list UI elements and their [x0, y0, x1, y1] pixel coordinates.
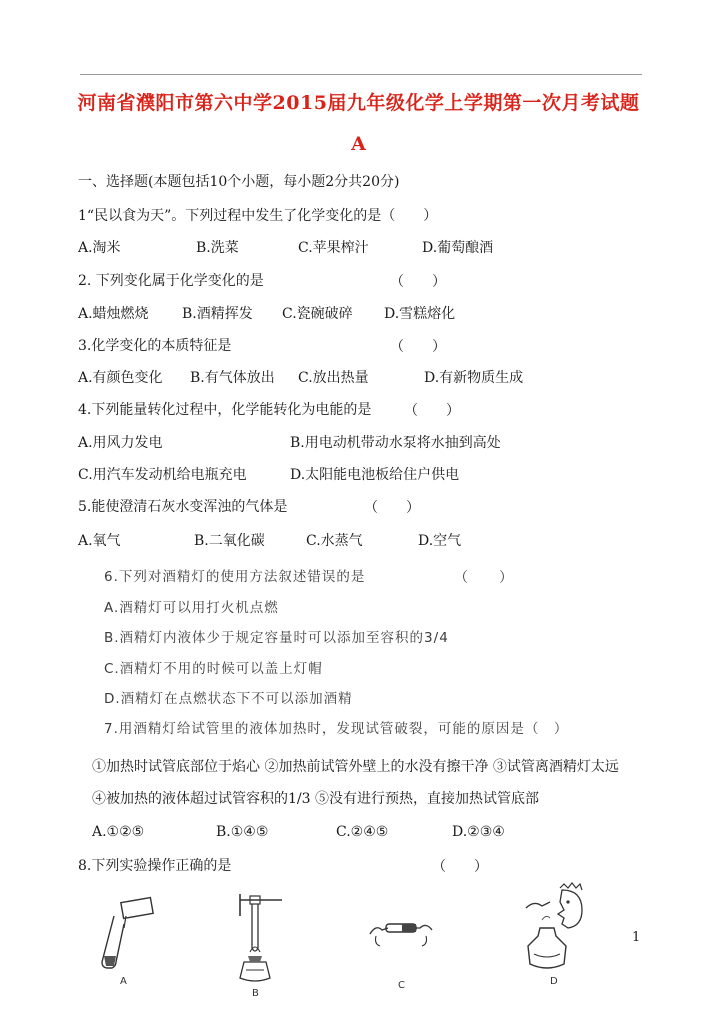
figure-a-label: A	[120, 976, 127, 987]
question-6-option-c: C.酒精灯不用的时候可以盖上灯帽	[104, 661, 323, 677]
question-4-option-c: C.用汽车发动机给电瓶充电	[78, 467, 247, 483]
question-1-option-b: B.洗菜	[196, 240, 239, 256]
question-1-stem: 1“民以食为天”。下列过程中发生了化学变化的是（ ）	[78, 208, 438, 224]
section-heading: 一、选择题(本题包括10个小题，每小题2分共20分)	[78, 174, 400, 190]
figure-c-tube-icon	[366, 908, 436, 952]
page-title-suffix: A	[351, 133, 366, 155]
question-3-option-a: A.有颜色变化	[78, 370, 163, 386]
figure-b-label: B	[252, 988, 259, 999]
question-5-paren: （ ）	[364, 500, 420, 516]
question-2-stem: 2. 下列变化属于化学变化的是	[78, 273, 264, 289]
question-2-option-c: C.瓷碗破碎	[282, 306, 353, 322]
question-6-option-d: D.酒精灯在点燃状态下不可以添加酒精	[104, 691, 353, 707]
question-7-stem: 7.用酒精灯给试管里的液体加热时，发现试管破裂，可能的原因是（ ）	[104, 721, 569, 737]
page-number: 1	[632, 930, 641, 945]
question-2-option-d: D.雪糕熔化	[384, 306, 456, 322]
question-3-paren: （ ）	[390, 339, 446, 355]
question-7-note-1: ①加热时试管底部位于焰心 ②加热前试管外壁上的水没有擦干净 ③试管离酒精灯太远	[92, 759, 619, 775]
question-4-option-d: D.太阳能电池板给住户供电	[290, 467, 460, 483]
figure-d-smelling-icon	[520, 880, 590, 978]
question-5-option-d: D.空气	[418, 533, 462, 549]
question-1-option-c: C.苹果榨汁	[298, 240, 369, 256]
question-3-option-d: D.有新物质生成	[424, 370, 524, 386]
question-7-note-2: ④被加热的液体超过试管容积的1/3 ⑤没有进行预热，直接加热试管底部	[92, 791, 539, 807]
question-4-option-a: A.用风力发电	[78, 435, 163, 451]
question-5-option-b: B.二氧化碳	[194, 533, 265, 549]
figure-d-label: D	[550, 976, 558, 987]
header-rule	[80, 74, 642, 75]
question-1-option-d: D.葡萄酿酒	[422, 240, 494, 256]
question-7-option-d: D.②③④	[452, 824, 505, 840]
question-1-option-a: A.淘米	[78, 240, 121, 256]
question-7-option-b: B.①④⑤	[216, 824, 269, 840]
question-4-option-b: B.用电动机带动水泵将水抽到高处	[290, 435, 501, 451]
question-7-option-a: A.①②⑤	[92, 824, 145, 840]
figure-c-label: C	[398, 980, 405, 991]
question-5-stem: 5.能使澄清石灰水变浑浊的气体是	[78, 499, 288, 515]
figure-b-heating-icon	[230, 886, 290, 986]
question-8-figures	[80, 880, 600, 1000]
figure-a-pouring-icon	[94, 894, 164, 974]
question-6-option-b: B.酒精灯内液体少于规定容量时可以添加至容积的3/4	[104, 630, 449, 646]
question-2-option-b: B.酒精挥发	[182, 306, 253, 322]
question-2-option-a: A.蜡烛燃烧	[78, 306, 149, 322]
question-3-stem: 3.化学变化的本质特征是	[78, 338, 232, 354]
question-5-option-c: C.水蒸气	[306, 533, 363, 549]
question-4-stem: 4.下列能量转化过程中，化学能转化为电能的是	[78, 402, 372, 418]
question-7-option-c: C.②④⑤	[336, 824, 389, 840]
question-2-paren: （ ）	[390, 274, 446, 290]
question-3-option-b: B.有气体放出	[190, 370, 275, 386]
question-3-option-c: C.放出热量	[298, 370, 369, 386]
question-8-paren: （ ）	[432, 859, 488, 875]
question-6-paren: （ ）	[454, 570, 514, 586]
question-4-paren: （ ）	[404, 403, 460, 419]
page-title: 河南省濮阳市第六中学2015届九年级化学上学期第一次月考试题	[77, 92, 640, 114]
question-6-option-a: A.酒精灯可以用打火机点燃	[104, 600, 279, 616]
question-5-option-a: A.氧气	[78, 533, 121, 549]
question-6-stem: 6.下列对酒精灯的使用方法叙述错误的是	[104, 569, 366, 585]
question-8-stem: 8.下列实验操作正确的是	[78, 858, 232, 874]
